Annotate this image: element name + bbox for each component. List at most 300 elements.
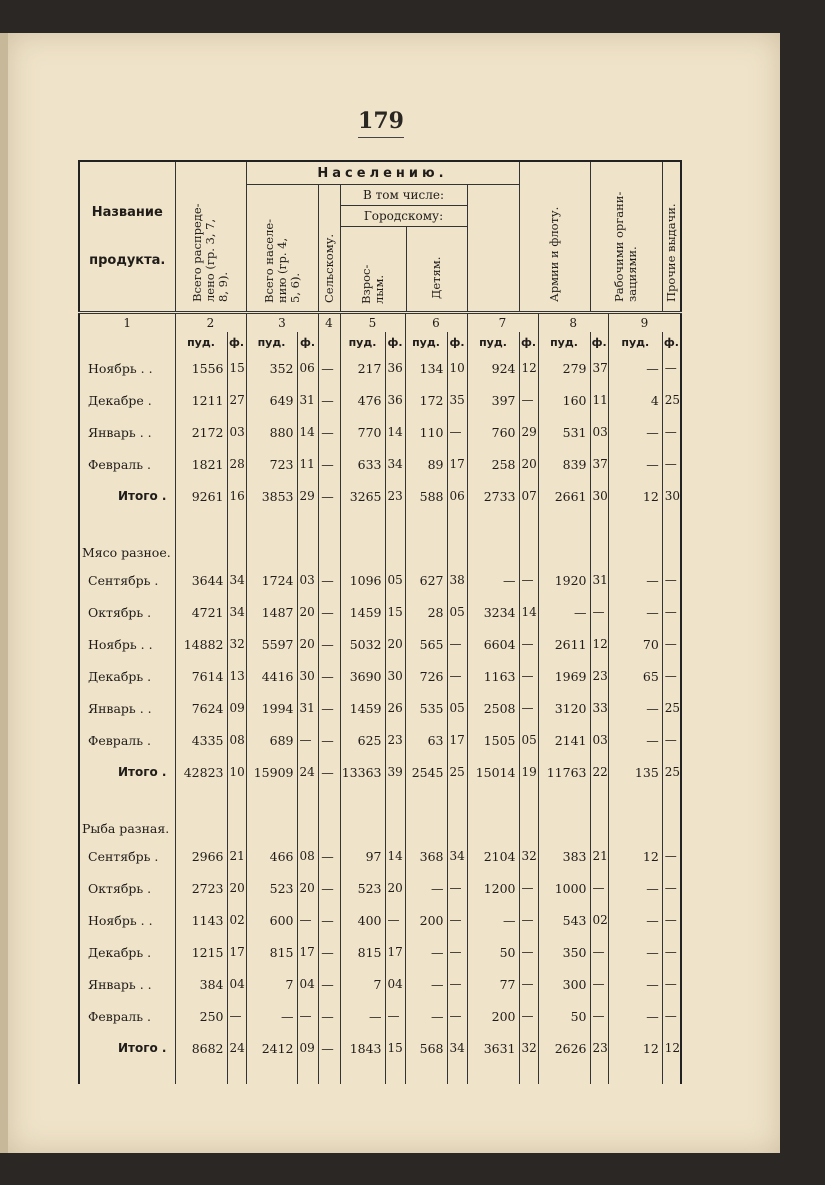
table-cell: 723 [246,448,297,480]
table-cell: — [297,1000,318,1032]
table-cell: 160 [538,384,590,416]
table-cell: 06 [447,480,467,512]
header-children [407,227,467,311]
table-cell: — [385,904,405,936]
table-cell: 07 [519,480,538,512]
table-cell: 04 [297,968,318,1000]
colnum-4: 4 [318,313,340,333]
table-cell: 12 [662,1032,681,1064]
table-cell: 03 [227,416,246,448]
month-label: Октябрь . [79,596,175,628]
month-label: Декабре . [79,384,175,416]
table-cell: — [662,968,681,1000]
month-label: Октябрь . [79,872,175,904]
header-workers [590,161,662,313]
table-cell: 24 [297,756,318,788]
table-cell: 633 [340,448,385,480]
table-cell: — [662,352,681,384]
table-cell: 1163 [467,660,519,692]
table-cell: 30 [590,480,608,512]
header-urban [340,206,467,313]
table-cell: — [318,596,340,628]
table-cell: 1459 [340,596,385,628]
colnum-9: 9 [608,313,681,333]
table-cell: 50 [467,936,519,968]
table-cell: — [519,628,538,660]
table-cell: 476 [340,384,385,416]
table-cell: 25 [447,756,467,788]
table-cell: — [519,564,538,596]
colnum-8: 8 [538,313,608,333]
table-cell: 20 [297,628,318,660]
table-cell: 3690 [340,660,385,692]
header-adults-text: Взрос- лым. [359,264,386,304]
table-cell: 35 [447,384,467,416]
table-cell: 1459 [340,692,385,724]
table-cell: 531 [538,416,590,448]
month-label: Декабрь . [79,660,175,692]
table-cell: 5032 [340,628,385,660]
table-cell: 2508 [467,692,519,724]
table-cell: — [467,564,519,596]
table-cell: 880 [246,416,297,448]
unit-pud: пуд. [538,332,590,352]
distribution-table [78,160,682,1084]
table-cell: 2611 [538,628,590,660]
table-cell: — [447,936,467,968]
table-cell: 350 [538,936,590,968]
table-cell: 10 [447,352,467,384]
table-cell: 63 [405,724,447,756]
unit-f: ф. [519,332,538,352]
table-cell: 400 [340,904,385,936]
column-number-row [79,313,681,333]
table-row [79,448,681,480]
table-cell: — [405,1000,447,1032]
table-cell: 03 [590,724,608,756]
table-cell: 34 [447,1032,467,1064]
table-cell: 09 [227,692,246,724]
table-row [79,352,681,384]
unit-f: ф. [590,332,608,352]
table-cell: 36 [385,384,405,416]
month-label: Февраль . [79,724,175,756]
table-cell: 11 [590,384,608,416]
table-cell: 2412 [246,1032,297,1064]
table-cell: — [385,1000,405,1032]
header-rural [318,185,340,313]
header-army-text: Армии и флоту. [547,206,561,302]
table-cell: 200 [467,1000,519,1032]
table-cell: 839 [538,448,590,480]
table-cell: — [405,936,447,968]
table-cell: 1843 [340,1032,385,1064]
table-row [79,936,681,968]
header-army [519,161,590,313]
table-cell: 04 [385,968,405,1000]
table-cell: 2626 [538,1032,590,1064]
table-cell: — [608,1000,662,1032]
table-cell: 1143 [175,904,227,936]
table-cell: 14 [385,840,405,872]
table-cell: 649 [246,384,297,416]
table-cell: 15014 [467,756,519,788]
table-cell: — [662,840,681,872]
unit-row [79,332,681,352]
table-cell: 815 [340,936,385,968]
table-cell: — [662,1000,681,1032]
table-cell: — [447,904,467,936]
table-cell: — [519,872,538,904]
table-cell: — [519,692,538,724]
table-cell: 1487 [246,596,297,628]
table-cell: 15909 [246,756,297,788]
table-row [79,628,681,660]
table-cell: 3853 [246,480,297,512]
table-cell: — [662,416,681,448]
table-cell: 05 [447,596,467,628]
table-cell: — [538,596,590,628]
table-cell: — [662,628,681,660]
table-cell: — [318,872,340,904]
month-label: Декабрь . [79,936,175,968]
table-cell: 7 [246,968,297,1000]
table-cell: 23 [590,1032,608,1064]
header-workers-text: Рабочими органи- зациями. [612,191,640,302]
table-cell: 25 [662,384,681,416]
header-total-population-text: Всего населе- нию (гр. 4, 5, 6). [261,218,302,303]
header-population-group [246,161,519,185]
table-cell: 383 [538,840,590,872]
table-cell: 14 [519,596,538,628]
table-cell: — [662,596,681,628]
table-cell: 543 [538,904,590,936]
table-cell: 3234 [467,596,519,628]
table-cell: 2661 [538,480,590,512]
total-row [79,1032,681,1064]
table-cell: 17 [227,936,246,968]
table-cell: 34 [385,448,405,480]
table-cell: 16 [227,480,246,512]
table-cell: 466 [246,840,297,872]
table-cell: 4416 [246,660,297,692]
table-cell: — [297,904,318,936]
table-cell: — [318,1032,340,1064]
table-cell: 7624 [175,692,227,724]
table-cell: 23 [385,724,405,756]
table-cell: — [318,384,340,416]
table-cell: 384 [175,968,227,1000]
table-cell: — [227,1000,246,1032]
table-cell: — [318,904,340,936]
table-cell: — [608,936,662,968]
section-header-row [79,512,681,564]
table-cell: — [608,724,662,756]
header-product-name-line2: продукта. [89,252,166,268]
table-cell: 33 [590,692,608,724]
table-cell: — [662,724,681,756]
month-label: Февраль . [79,1000,175,1032]
table-cell: — [519,968,538,1000]
table-cell: — [662,936,681,968]
table-cell: 2104 [467,840,519,872]
table-cell: 12 [519,352,538,384]
table-cell: — [318,480,340,512]
table-row [79,596,681,628]
table-cell: 726 [405,660,447,692]
table-cell: 38 [447,564,467,596]
table-row [79,564,681,596]
table-cell: — [318,756,340,788]
table-cell: 34 [447,840,467,872]
header-adults [341,227,407,311]
table-cell: 7614 [175,660,227,692]
section-header-row [79,788,681,840]
table-cell: 368 [405,840,447,872]
table-cell: 24 [227,1032,246,1064]
table-cell: 568 [405,1032,447,1064]
table-cell: 1211 [175,384,227,416]
table-cell: — [318,448,340,480]
unit-pud: пуд. [608,332,662,352]
table-cell: 25 [662,692,681,724]
table-cell: 15 [385,596,405,628]
table-cell: — [405,872,447,904]
table-cell: 03 [590,416,608,448]
table-cell: 32 [519,840,538,872]
table-cell: 37 [590,448,608,480]
colnum-2: 2 [175,313,246,333]
table-cell: — [608,872,662,904]
table-cell: 625 [340,724,385,756]
colnum-1: 1 [79,313,175,333]
table-cell: 17 [385,936,405,968]
unit-pud: пуд. [405,332,447,352]
colnum-6: 6 [405,313,467,333]
month-label: Сентябрь . [79,840,175,872]
table-cell: 30 [662,480,681,512]
table-cell: 29 [519,416,538,448]
section-title: Мясо разное. [79,512,175,564]
table-row [79,872,681,904]
colnum-3: 3 [246,313,318,333]
header-urban-text: Городскому: [341,206,467,227]
table-cell: 32 [519,1032,538,1064]
table-cell: — [519,1000,538,1032]
table-cell: 2141 [538,724,590,756]
header-total-population [246,185,318,313]
page-number: 179 [358,108,404,134]
month-label: Ноябрь . . [79,904,175,936]
table-cell: 30 [385,660,405,692]
table-row [79,904,681,936]
table-cell: — [590,872,608,904]
table-cell: 14 [385,416,405,448]
table-cell: 3265 [340,480,385,512]
table-cell: 12 [608,1032,662,1064]
table-cell: — [447,1000,467,1032]
table-cell: 30 [297,660,318,692]
unit-f: ф. [297,332,318,352]
table-cell: 2733 [467,480,519,512]
table-row [79,1000,681,1032]
table-row [79,968,681,1000]
table-cell: — [608,904,662,936]
table-cell: 36 [385,352,405,384]
table-cell: 523 [340,872,385,904]
table-cell: 34 [227,596,246,628]
table-cell: 12 [608,480,662,512]
total-row [79,756,681,788]
table-cell: 20 [385,872,405,904]
table-cell: 760 [467,416,519,448]
table-cell: 4721 [175,596,227,628]
table-cell: 815 [246,936,297,968]
table-cell: 20 [385,628,405,660]
table-cell: 05 [519,724,538,756]
table-row [79,416,681,448]
table-cell: 42823 [175,756,227,788]
table-cell: 20 [297,872,318,904]
table-cell: 08 [227,724,246,756]
table-cell: — [519,384,538,416]
table-cell: — [318,840,340,872]
table-cell: 2966 [175,840,227,872]
table-cell: — [662,904,681,936]
table-cell: — [590,936,608,968]
table-cell: 135 [608,756,662,788]
table-cell: 110 [405,416,447,448]
table-cell: 3120 [538,692,590,724]
table-cell: — [590,596,608,628]
unit-f: ф. [447,332,467,352]
table-cell: 5597 [246,628,297,660]
table-cell: 23 [590,660,608,692]
table-cell: 588 [405,480,447,512]
header-including-text: В том числе: [362,188,445,202]
table-cell: 1000 [538,872,590,904]
table-cell: 2172 [175,416,227,448]
table-row [79,724,681,756]
table-cell: 17 [447,448,467,480]
table-cell: 13363 [340,756,385,788]
table-cell: 28 [405,596,447,628]
table-cell: 258 [467,448,519,480]
table-cell: — [297,724,318,756]
table-cell: 1920 [538,564,590,596]
table-cell: — [519,660,538,692]
page-binding-edge [0,33,8,1153]
table-cell: 21 [590,840,608,872]
table-cell: — [608,968,662,1000]
table-cell: 172 [405,384,447,416]
table-cell: 250 [175,1000,227,1032]
table-cell: — [662,872,681,904]
table-cell: 17 [297,936,318,968]
table-cell: 03 [297,564,318,596]
month-label: Январь . . [79,692,175,724]
table-cell: — [608,596,662,628]
table-cell: 26 [385,692,405,724]
table-cell: — [447,416,467,448]
table-cell: 14 [297,416,318,448]
table-row [79,660,681,692]
table-cell: 8682 [175,1032,227,1064]
header-other [662,161,681,313]
month-label: Февраль . [79,448,175,480]
month-label: Сентябрь . [79,564,175,596]
table-cell: — [318,936,340,968]
table-cell: — [318,1000,340,1032]
table-cell: 1215 [175,936,227,968]
header-total-distributed-text: Всего распреде- лено (гр. 3, 7, 8, 9). [190,202,230,302]
table-cell: 31 [297,384,318,416]
table-cell: 1200 [467,872,519,904]
table-cell: 39 [385,756,405,788]
table-cell: 4 [608,384,662,416]
unit-pud: пуд. [467,332,519,352]
unit-pud: пуд. [340,332,385,352]
table-cell: 13 [227,660,246,692]
table-cell: — [318,724,340,756]
table-cell: 02 [590,904,608,936]
table-cell: 7 [340,968,385,1000]
table-cell: 37 [590,352,608,384]
table-cell: 1556 [175,352,227,384]
unit-f: ф. [662,332,681,352]
table-cell: — [318,968,340,1000]
total-row [79,480,681,512]
table-cell: 10 [227,756,246,788]
table-cell: — [467,904,519,936]
table-cell: 09 [297,1032,318,1064]
table-cell: 1821 [175,448,227,480]
table-cell: 04 [227,968,246,1000]
table-cell: 31 [590,564,608,596]
table-cell: 279 [538,352,590,384]
table-bottom-spacer [79,1064,681,1084]
table-cell: 19 [519,756,538,788]
table-cell: 300 [538,968,590,1000]
unit-pud: пуд. [246,332,297,352]
table-cell: 3631 [467,1032,519,1064]
table-cell: 1724 [246,564,297,596]
table-cell: 89 [405,448,447,480]
header-product-name [79,161,175,313]
table-row [79,384,681,416]
table-cell: 20 [519,448,538,480]
table-cell: 134 [405,352,447,384]
table-cell: 29 [297,480,318,512]
table-cell: 217 [340,352,385,384]
table-cell: 535 [405,692,447,724]
table-cell: 14882 [175,628,227,660]
unit-f: ф. [227,332,246,352]
month-label: Январь . . [79,416,175,448]
month-label: Ноябрь . . [79,628,175,660]
table-cell: 770 [340,416,385,448]
table-cell: — [405,968,447,1000]
table-cell: 12 [608,840,662,872]
table-cell: 22 [590,756,608,788]
table-cell: 65 [608,660,662,692]
table-cell: 27 [227,384,246,416]
table-cell: — [590,968,608,1000]
table-cell: 2723 [175,872,227,904]
table-cell: 28 [227,448,246,480]
table-cell: 9261 [175,480,227,512]
table-cell: 6604 [467,628,519,660]
